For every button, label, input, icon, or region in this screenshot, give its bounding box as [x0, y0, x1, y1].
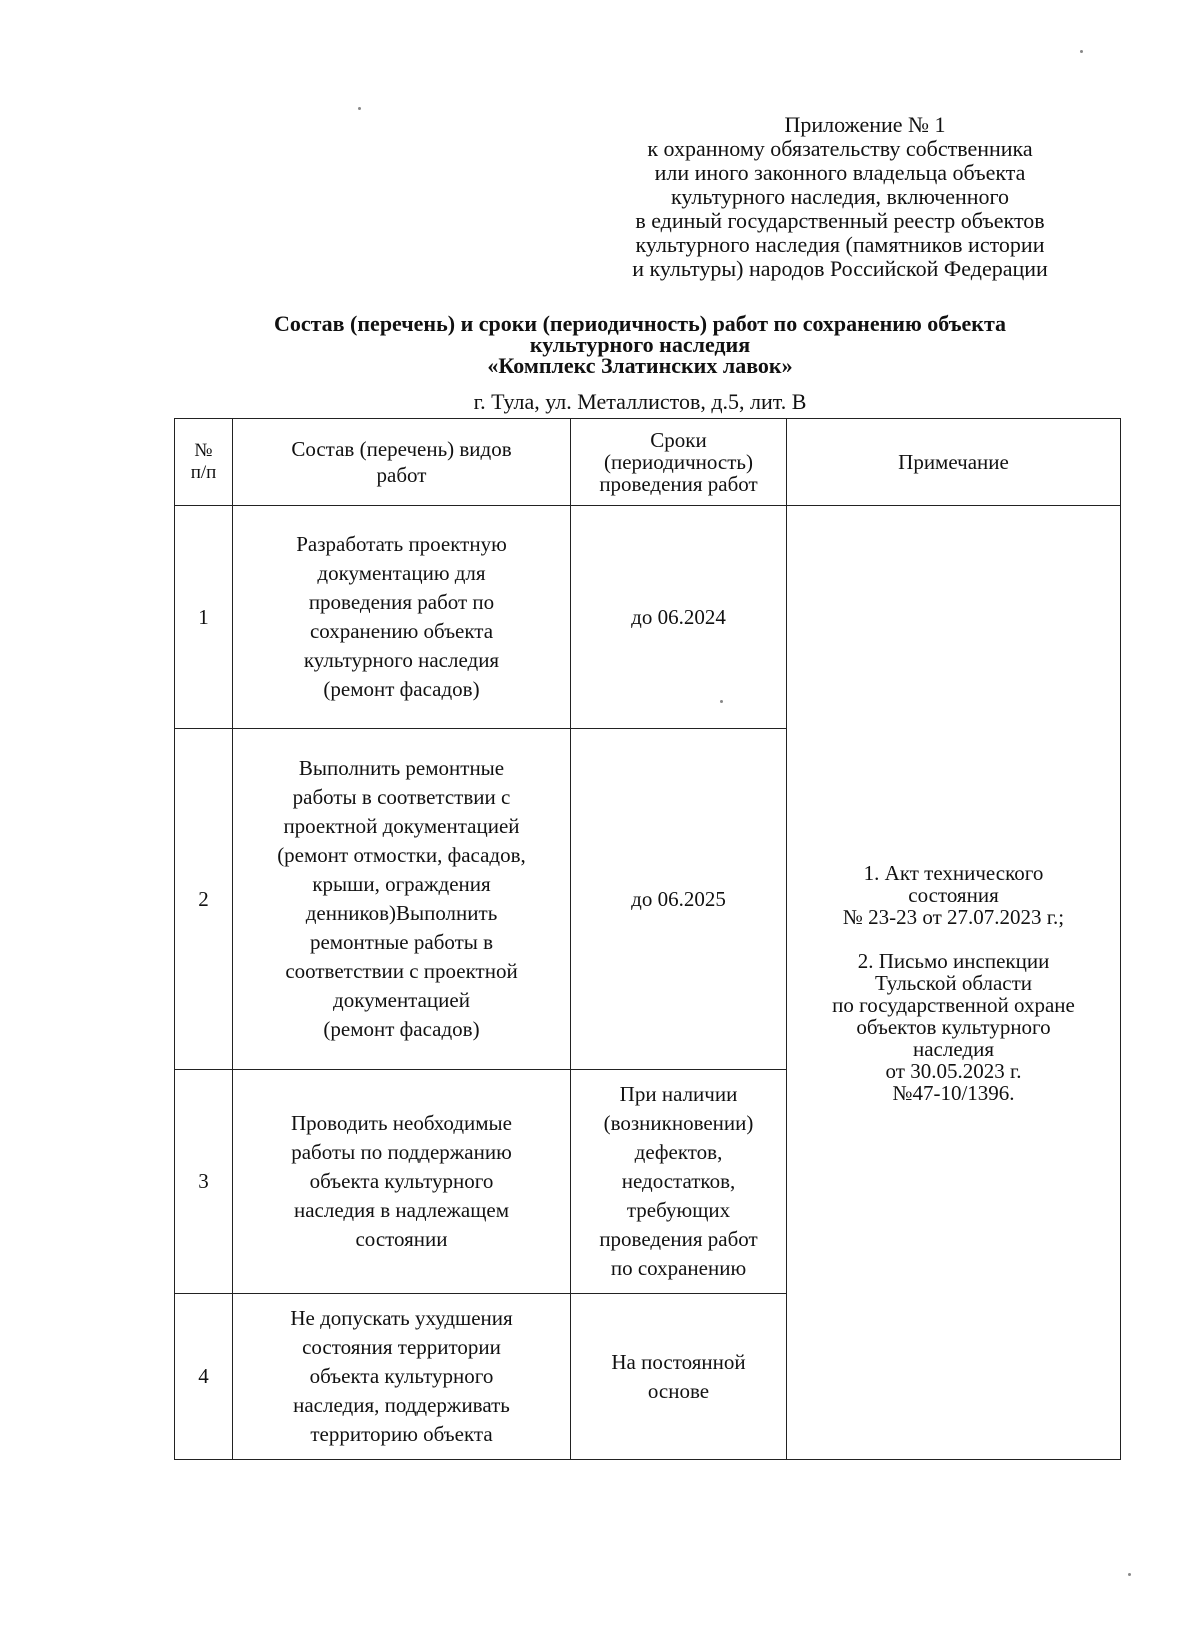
- title-line-3: «Комплекс Златинских лавок»: [487, 353, 793, 378]
- row-terms: На постоянной основе: [571, 1294, 787, 1460]
- row-composition: Разработать проектную документацию для проведения работ по сохранению объекта культурного наследия (ремонт фасадов): [233, 506, 571, 729]
- appendix-line: или иного законного владельца объекта: [654, 160, 1026, 185]
- object-address: г. Тула, ул. Металлистов, д.5, лит. В: [473, 389, 807, 414]
- row-terms: до 06.2025: [571, 729, 787, 1070]
- header-note: Примечание: [787, 419, 1121, 506]
- works-table: [174, 418, 1121, 1460]
- document-title: [160, 313, 1120, 376]
- row-number: 3: [175, 1070, 233, 1294]
- scan-speck: [358, 107, 361, 110]
- scan-speck: [720, 700, 723, 703]
- row-composition: Проводить необходимые работы по поддержанию объекта культурного наследия в надлежащем состоянии: [233, 1070, 571, 1294]
- appendix-header: [560, 113, 1120, 281]
- table-header-row: [175, 419, 1121, 506]
- row-number: 4: [175, 1294, 233, 1460]
- row-number: 1: [175, 506, 233, 729]
- scan-speck: [1080, 50, 1083, 53]
- title-line-2: культурного наследия: [529, 332, 751, 357]
- header-number: № п/п: [175, 419, 233, 506]
- appendix-line: к охранному обязательству собственника: [647, 136, 1033, 161]
- appendix-line: культурного наследия, включенного: [670, 184, 1009, 209]
- appendix-number: Приложение № 1: [784, 112, 946, 137]
- note-cell: 1. Акт технического состояния № 23-23 от 27.07.2023 г.; 2. Письмо инспекции Тульской области по государственной охране объектов культурного наследия от 30.05.2023 г. №47-10/1396.: [787, 506, 1121, 1460]
- row-composition: Не допускать ухудшения состояния территории объекта культурного наследия, поддерживать территорию объекта: [233, 1294, 571, 1460]
- table-row: [175, 506, 1121, 729]
- appendix-line: в единый государственный реестр объектов: [635, 208, 1045, 233]
- scan-speck: [1128, 1573, 1131, 1576]
- appendix-line: и культуры) народов Российской Федерации: [632, 256, 1048, 281]
- header-composition: Состав (перечень) видов работ: [233, 419, 571, 506]
- row-number: 2: [175, 729, 233, 1070]
- row-terms: до 06.2024: [571, 506, 787, 729]
- title-line-1: Состав (перечень) и сроки (периодичность) работ по сохранению объекта: [273, 311, 1007, 336]
- row-composition: Выполнить ремонтные работы в соответствии с проектной документацией (ремонт отмостки, фасадов, крыши, ограждения денников)Выполнить ремонтные работы в соответствии с проектной документацией (ремонт фасадов): [233, 729, 571, 1070]
- appendix-line: культурного наследия (памятников истории: [635, 232, 1045, 257]
- row-terms: При наличии (возникновении) дефектов, недостатков, требующих проведения работ по сохранению: [571, 1070, 787, 1294]
- header-terms: Сроки (периодичность) проведения работ: [571, 419, 787, 506]
